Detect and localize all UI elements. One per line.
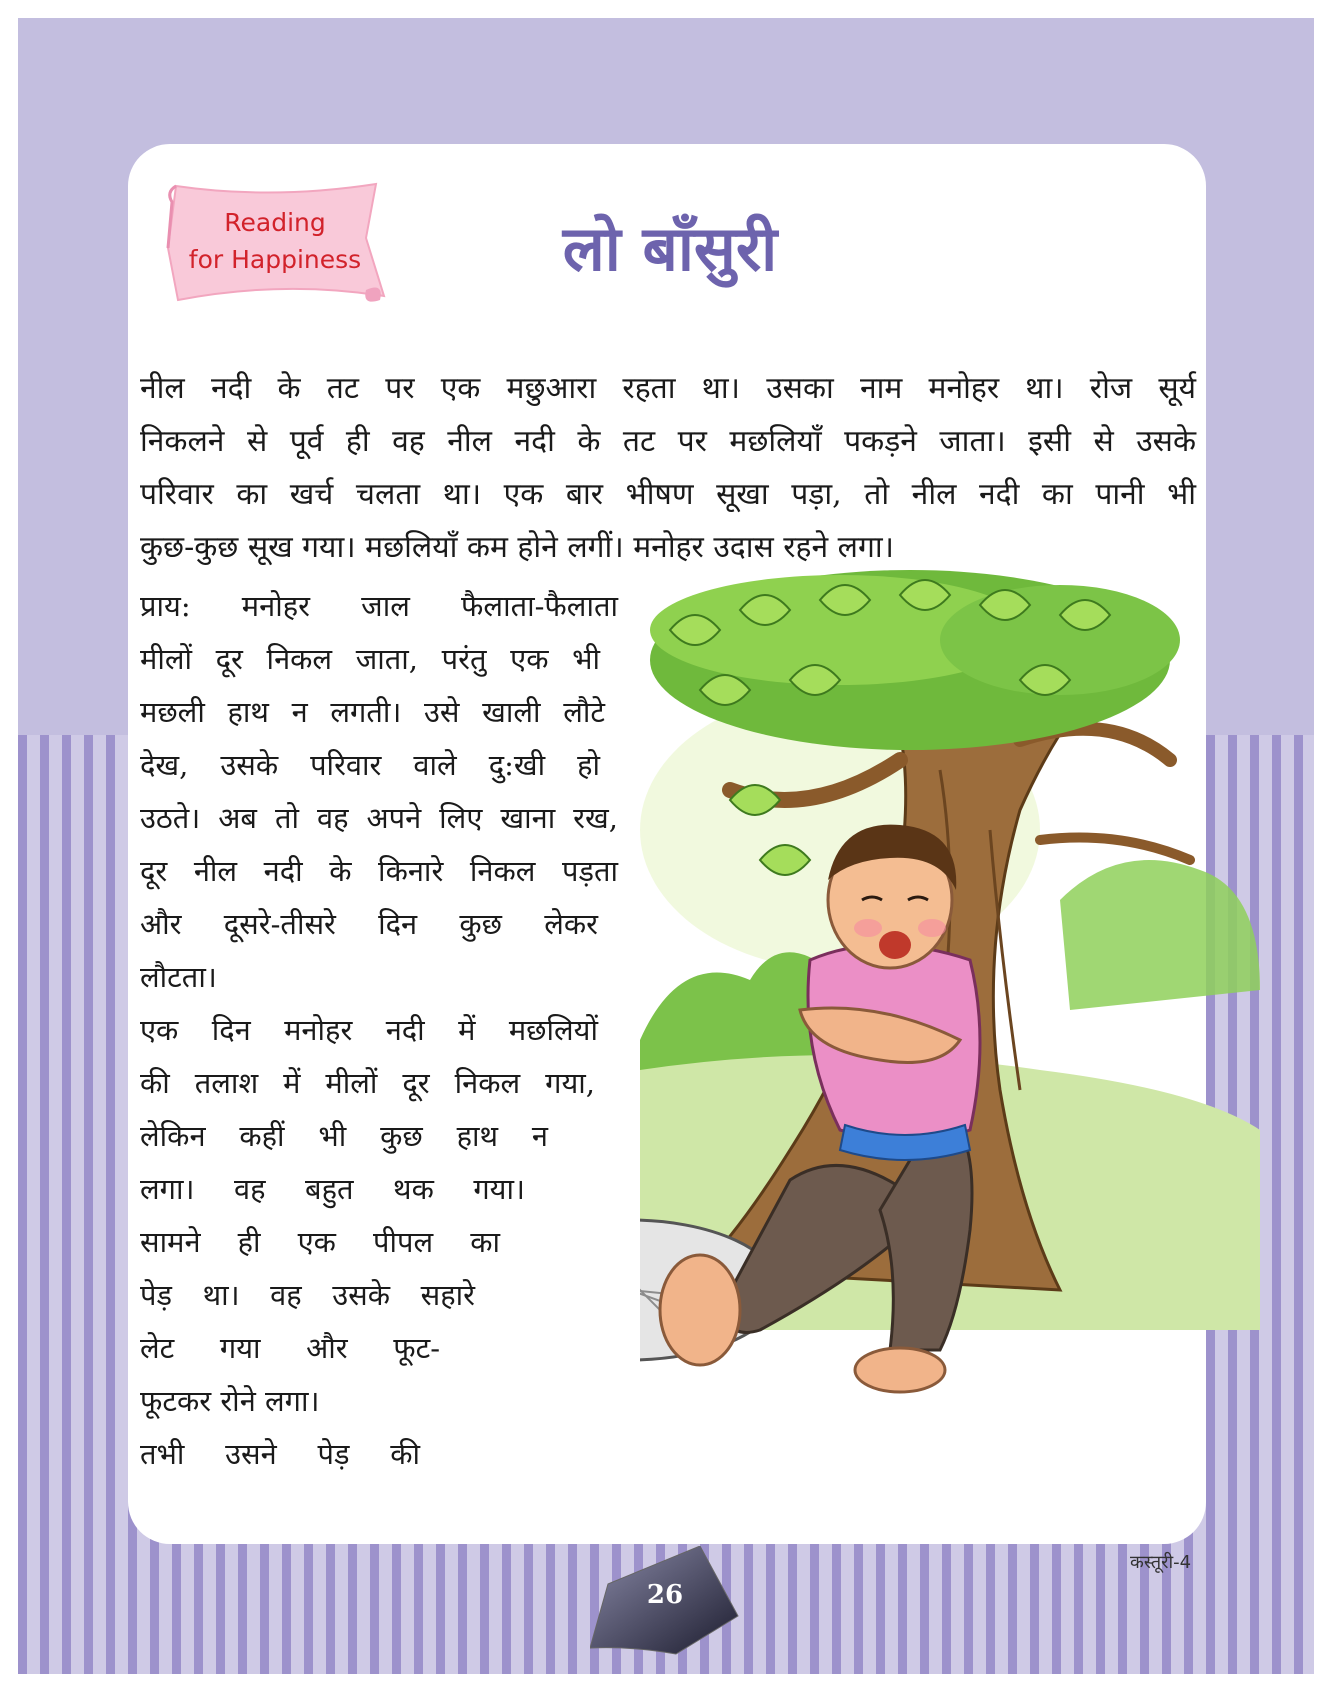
text-line: लगा। वह बहुत थक गया। [140,1172,525,1206]
story-column [140,580,618,1481]
text-line: लौटता। [140,960,217,994]
tree-and-fisherman-illustration [640,570,1260,1590]
text-line: फूटकर रोने लगा। [140,1384,320,1418]
text-line: तभी उसने पेड़ की [140,1437,420,1471]
page-number: 26 [646,1580,684,1610]
text-line: एक दिन मनोहर नदी में मछलियों [140,1013,598,1047]
text-line: प्राय: मनोहर जाल फैलाता-फैलाता [140,589,618,623]
text-line: लेकिन कहीं भी कुछ हाथ न [140,1119,548,1153]
text-line: पेड़ था। वह उसके सहारे [140,1278,475,1312]
text-line: कुछ-कुछ सूख गया। मछलियाँ कम होने लगीं। मनोहर उदास रहने लगा। [140,530,895,565]
text-line: उठते। अब तो वह अपने लिए खाना रख, [140,801,618,835]
badge-line-2: for Happiness [188,245,362,274]
text-line: और दूसरे-तीसरे दिन कुछ लेकर [140,907,598,941]
badge-line-1: Reading [224,208,326,237]
text-line: सामने ही एक पीपल का [140,1225,500,1259]
text-line: निकलने से पूर्व ही वह नील नदी के तट पर मछलियाँ पकड़ने जाता। इसी से उसके [140,424,1196,459]
text-line: देख, उसके परिवार वाले दु:खी हो [140,748,600,782]
text-line: परिवार का खर्च चलता था। एक बार भीषण सूखा पड़ा, तो नील नदी का पानी भी [140,477,1196,512]
reading-badge [170,204,380,278]
page-title: लो बाँसुरी [562,212,778,285]
text-line: नील नदी के तट पर एक मछुआरा रहता था। उसका नाम मनोहर था। रोज सूर्य [140,371,1196,406]
text-line: लेट गया और फूट- [140,1331,440,1365]
text-line: मछली हाथ न लगती। उसे खाली लौटे [140,695,605,729]
text-line: दूर नील नदी के किनारे निकल पड़ता [140,854,618,888]
book-name: कस्तूरी-4 [1130,1552,1192,1573]
text-line: मीलों दूर निकल जाता, परंतु एक भी [140,642,600,676]
intro-paragraph [140,362,1196,574]
text-line: की तलाश में मीलों दूर निकल गया, [140,1066,595,1100]
